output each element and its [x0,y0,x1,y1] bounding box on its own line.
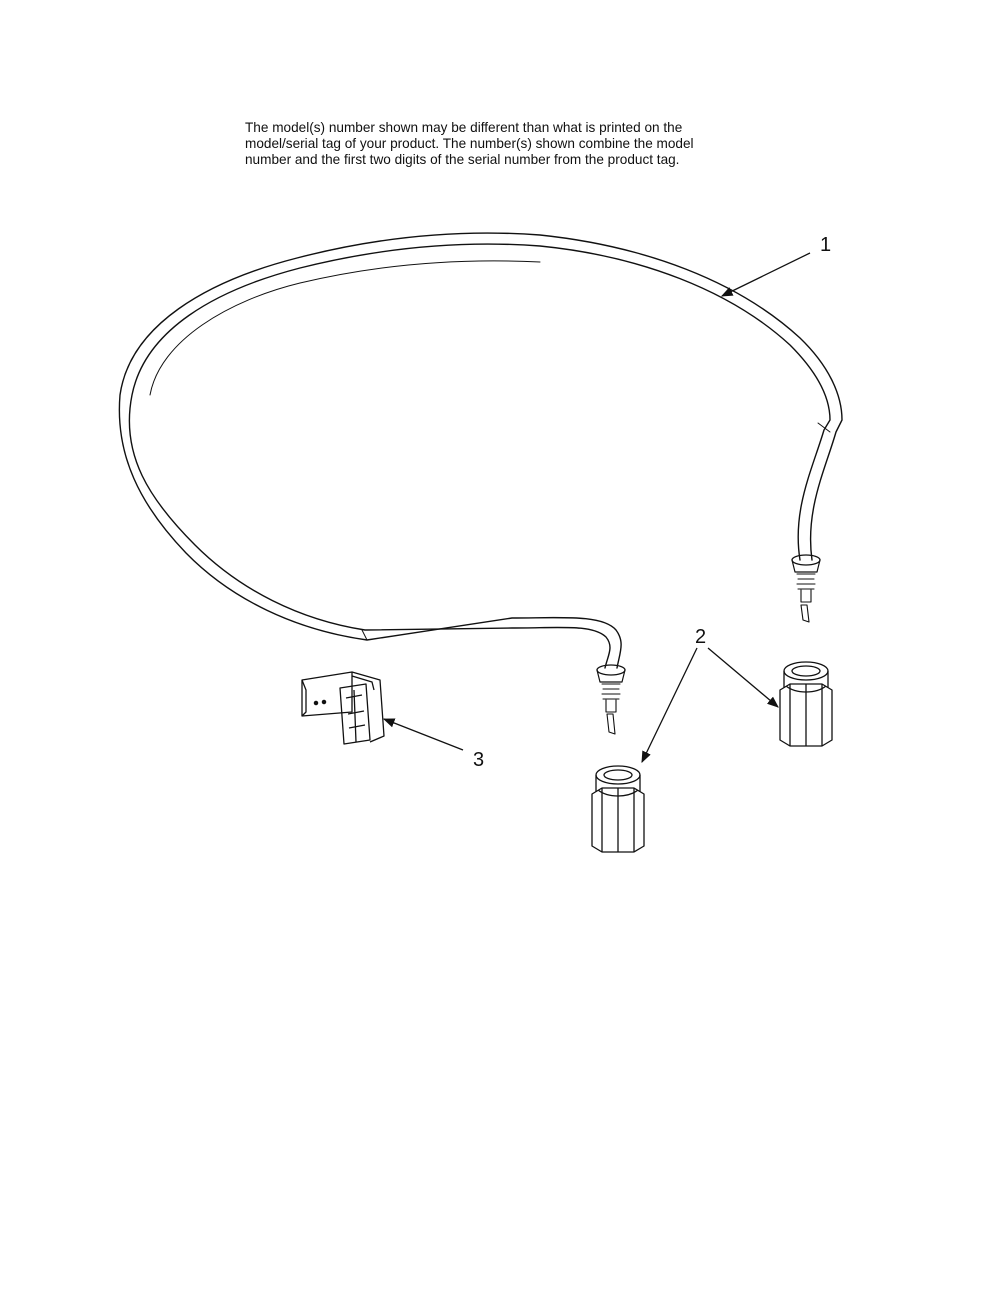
leader-2a [642,648,697,762]
heating-element-icon[interactable] [119,233,842,734]
leader-3 [384,719,463,750]
hex-nut-icon-left[interactable] [592,766,644,852]
callout-3: 3 [473,749,485,771]
note-line-3: number and the first two digits of the serial number from the product tag. [245,152,680,167]
hex-nut-icon-right[interactable] [780,662,832,746]
callout-1: 1 [820,234,832,256]
leader-arrows [384,253,810,762]
mounting-clip-icon[interactable] [302,672,384,744]
note-line-1: The model(s) number shown may be different than what is printed on the [245,120,683,135]
terminal-left [597,665,625,734]
callout-2: 2 [695,626,707,648]
leader-1 [722,253,810,296]
leader-2b [708,648,778,707]
note-line-2: model/serial tag of your product. The number(s) shown combine the model [245,136,694,151]
terminal-right [792,555,820,622]
